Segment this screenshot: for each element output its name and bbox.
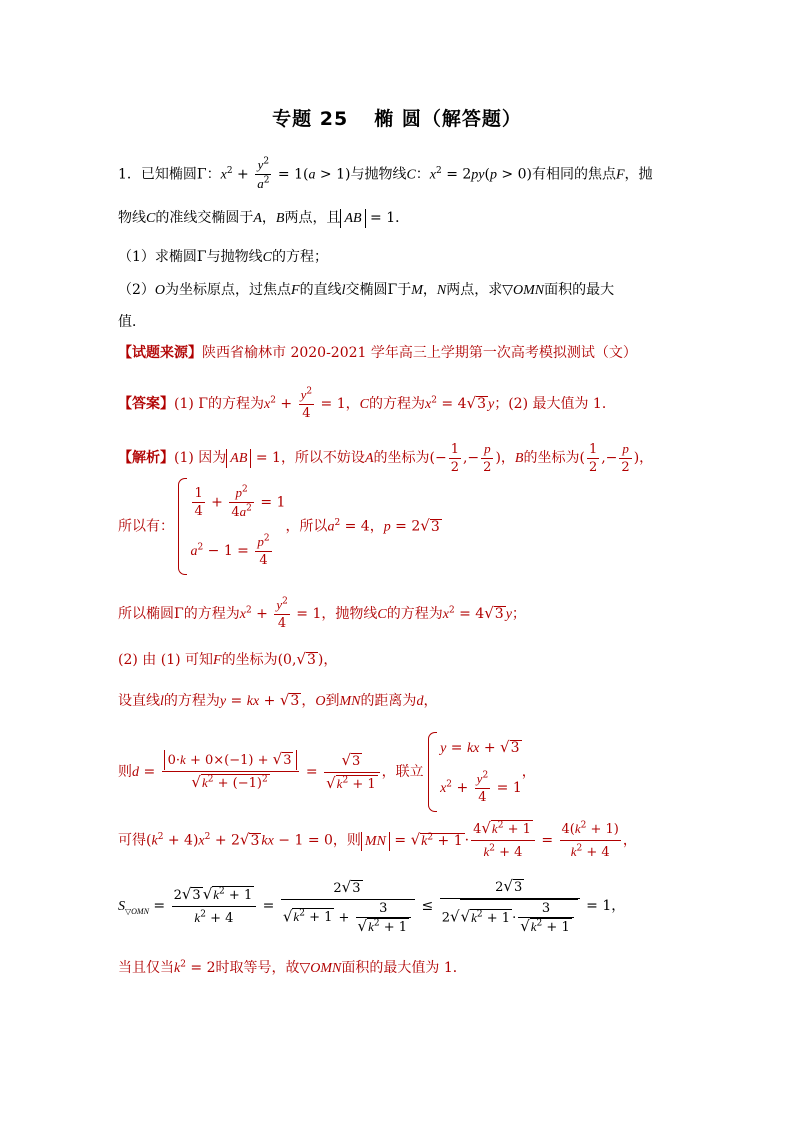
problem-line-5: 值． [118,314,146,330]
analysis-line-4: (2) 由 (1) 可知F的坐标为(0,√3 )， [118,650,338,668]
answer-line: 【答案】(1) Γ的方程为$x^2$ + $\frac{y^2}{4}$ = 1，C的方程为$x^2 = 4√3$ y；(2) 最大值为 1． [118,386,616,421]
analysis-line-2: 所以有： $\frac{1}{4}$ + $\frac{p^2}{4a^2}$ = 1 $a^2 - 1$ = $\frac{p^2}{4}$ ，所以$a^2 = 4$，p = 2√3 [118,478,442,575]
analysis-line-6: 则d = $\frac{0\cdot k + 0\times(-1) + √3}{√k^2 + (-1)^2}$ = $\frac{√3}{√k^2 + 1}$ ，联立 y = kx + √3 $x^2$ + $\frac{y^2}{4}$ = 1 ， [118,732,536,812]
analysis-line-1: 【解析】(1) 因为 AB = 1，所以不妨设A的坐标为(− $\frac{1}{2}$ ,− $\frac{p}{2}$ )，B的坐标为( $\frac{1}{2}$ ,− $\frac{p}{2}$ )， [118,441,654,475]
problem-line-1: 1．已知椭圆Γ：$x^2$ + $\frac{y^2}{a^2}$ = 1(a > 1)与抛物线C：$x^2 = 2py(p > 0)$有相同的焦点F，抛 [118,156,653,191]
problem-part-2: （2）O为坐标原点，过焦点F的直线l交椭圆Γ于M，N两点，求▽OMN面积的最大 [118,282,615,298]
analysis-line-5: 设直线l的方程为y = kx + √3 ，O到MN的距离为d， [118,691,438,709]
analysis-line-3: 所以椭圆Γ的方程为$x^2$ + $\frac{y^2}{4}$ = 1，抛物线C的方程为$x^2 = 4√3$ y； [118,596,526,631]
source-line: 【试题来源】陕西省榆林市 2020-2021 学年高三上学期第一次高考模拟测试（文） [118,345,637,361]
analysis-line-7: 可得$(k^2 + 4)x^2 + 2√3$ kx − 1 = 0，则 MN = $√k^2 + 1$ · $\frac{4√k^2 + 1}{k^2 + 4}$ = $\frac{4(k^2 + 1)}{k^2 + 4}$ ， [118,819,637,860]
analysis-line-8: $S_{▽OMN}$ = $\frac{2√3 √k^2 + 1}{k^2 + 4}$ = 2√3 $√k^2 + 1$ + $\frac{3}{√k^2 + 1}$ ≤ 2√3 $2√√k^2 + 1$ · $\frac{3}{√k^2 + 1}$ = 1， [118,877,626,935]
page-title: 专题 25 椭 圆（解答题） [272,108,522,130]
problem-line-2: 物线C的准线交椭圆于A，B两点，且 AB = 1． [118,210,410,226]
analysis-line-9: 当且仅当$k^2 = 2$时取等号，故▽OMN面积的最大值为 1． [118,959,467,976]
problem-part-1: （1）求椭圆Γ与抛物线C的方程； [118,249,328,265]
